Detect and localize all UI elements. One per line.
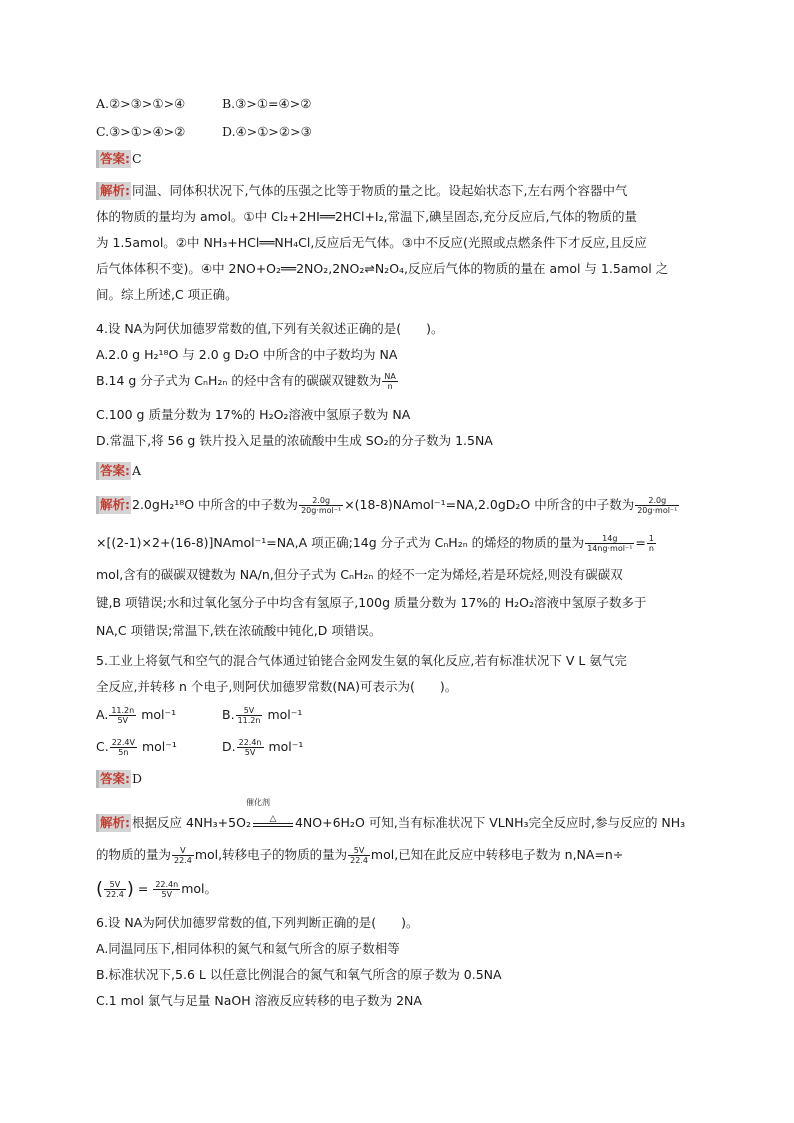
q4-a2-eq: = xyxy=(635,535,646,550)
fraction-denominator: 20g·mol⁻¹ xyxy=(637,506,678,515)
q3-analysis-line-1 xyxy=(96,182,627,200)
q4-option-d: D.常温下,将 56 g 铁片投入足量的浓硫酸中生成 SO₂的分子数为 1.5NA xyxy=(96,433,493,448)
q5-a1-pre: 根据反应 4NH₃+5O₂ xyxy=(132,815,251,830)
q4-option-b-fraction xyxy=(382,372,397,391)
option-label: D. xyxy=(222,739,236,754)
fraction-denominator: 5V xyxy=(244,748,256,757)
fraction-denominator: 22.4 xyxy=(174,856,192,865)
fraction-numerator: V xyxy=(172,846,194,856)
heat-symbol: △ xyxy=(269,814,277,824)
q5-option-d-fraction xyxy=(237,738,264,757)
close-paren: ) xyxy=(126,878,134,900)
q5-analysis-line-1 xyxy=(96,814,685,834)
answer-tag: 答案: xyxy=(96,770,131,788)
open-paren: ( xyxy=(96,878,104,900)
fraction-numerator: 2.0g xyxy=(299,496,343,506)
q3-answer xyxy=(96,150,142,168)
q5-option-c-fraction xyxy=(110,738,137,757)
unit: mol⁻¹ xyxy=(141,707,177,722)
fraction-numerator: 5V xyxy=(236,706,263,716)
q5-a3-post: mol。 xyxy=(181,881,218,896)
fraction-denominator: n xyxy=(648,544,654,553)
fraction-numerator: 2.0g xyxy=(635,496,679,506)
q4-a1-frac-2 xyxy=(635,496,679,515)
unit: mol⁻¹ xyxy=(267,707,303,722)
q4-a2-frac-2 xyxy=(647,534,656,553)
answer-tag: 答案: xyxy=(96,150,131,168)
q5-option-a-fraction xyxy=(109,706,136,725)
q4-analysis-line-3: mol,含有的碳碳双键数为 NA/n,但分子式为 CₙH₂ₙ 的烃不一定为烯烃,若是环烷烃,则没有碳碳双 xyxy=(96,567,623,582)
q6-option-b: B.标准状况下,5.6 L 以任意比例混合的氮气和氧气所含的原子数为 0.5NA xyxy=(96,967,502,982)
unit: mol⁻¹ xyxy=(268,739,304,754)
option-label: B. xyxy=(222,707,235,722)
fraction-denominator: 5n xyxy=(118,748,129,757)
q4-a2-frac-1 xyxy=(585,534,634,553)
answer-tag: 答案: xyxy=(96,462,131,480)
q5-answer xyxy=(96,770,142,788)
q5-a2-pre: 的物质的量为 xyxy=(96,847,172,862)
q6-stem: 6.设 NA为阿伏加德罗常数的值,下列判断正确的是( )。 xyxy=(96,915,419,930)
q4-answer-value: A xyxy=(132,463,142,478)
q5-option-d xyxy=(222,738,303,757)
fraction-denominator: 20g·mol⁻¹ xyxy=(301,506,342,515)
q4-a1-pre: 2.0gH₂¹⁸O 中所含的中子数为 xyxy=(132,497,299,512)
fraction-denominator: 11.2n xyxy=(237,716,261,725)
q5-a2-mid: mol,转移电子的物质的量为 xyxy=(194,847,348,862)
fraction-denominator: 22.4 xyxy=(106,890,124,899)
q3-option-b: B.③>①=④>② xyxy=(222,96,312,111)
fraction-numerator: 11.2n xyxy=(111,706,135,715)
q3-analysis-text-1: 同温、同体积状况下,气体的压强之比等于物质的量之比。设起始状态下,左右两个容器中气 xyxy=(132,183,628,198)
q4-option-c: C.100 g 质量分数为 17%的 H₂O₂溶液中氢原子数为 NA xyxy=(96,407,411,422)
q4-option-a: A.2.0 g H₂¹⁸O 与 2.0 g D₂O 中所含的中子数均为 NA xyxy=(96,347,398,362)
fraction-denominator: 14ng·mol⁻¹ xyxy=(587,544,633,553)
q3-option-a: A.②>③>①>④ xyxy=(96,96,186,111)
option-label: A. xyxy=(96,707,109,722)
q3-analysis-line-5: 间。综上所述,C 项正确。 xyxy=(96,287,238,302)
analysis-tag: 解析: xyxy=(96,182,131,200)
q4-analysis-line-1 xyxy=(96,496,680,515)
q4-stem: 4.设 NA为阿伏加德罗常数的值,下列有关叙述正确的是( )。 xyxy=(96,321,444,336)
q5-answer-value: D xyxy=(132,771,143,786)
fraction-numerator: 22.4n xyxy=(155,880,179,889)
q5-a3-frac-2 xyxy=(153,880,180,899)
reaction-arrow xyxy=(251,814,295,834)
analysis-tag: 解析: xyxy=(96,496,131,514)
q6-option-c: C.1 mol 氯气与足量 NaOH 溶液反应转移的电子数为 2NA xyxy=(96,993,422,1008)
q5-analysis-line-2 xyxy=(96,846,623,865)
q4-a1-mid: ×(18-8)NAmol⁻¹=NA,2.0gD₂O 中所含的中子数为 xyxy=(344,497,635,512)
q5-a1-post: 4NO+6H₂O 可知,当有标准状况下 VLNH₃完全反应时,参与反应的 NH₃ xyxy=(294,815,686,830)
q5-stem-line-2: 全反应,并转移 n 个电子,则阿伏加德罗常数(NA)可表示为( )。 xyxy=(96,679,458,694)
unit: mol⁻¹ xyxy=(141,739,177,754)
q4-a1-frac-1 xyxy=(299,496,343,515)
fraction-numerator: 14g xyxy=(585,534,634,544)
fraction-denominator: 5V xyxy=(117,716,129,725)
fraction-numerator: NA xyxy=(384,372,396,381)
fraction-numerator: 5V xyxy=(348,846,370,856)
q4-a2-pre: ×[(2-1)×2+(16-8)]NAmol⁻¹=NA,A 项正确;14g 分子式为 CₙH₂ₙ 的烯烃的物质的量为 xyxy=(96,535,585,550)
fraction-numerator: 22.4n xyxy=(238,738,262,747)
q5-analysis-line-3 xyxy=(96,880,217,899)
q3-option-d: D.④>①>②>③ xyxy=(222,124,312,139)
catalyst-label: 催化剂 xyxy=(246,798,270,807)
q5-a2-frac-2 xyxy=(348,846,370,865)
q5-a3-eq: = xyxy=(137,881,149,896)
fraction-numerator: 5V xyxy=(104,880,126,890)
q6-option-a: A.同温同压下,相同体积的氮气和氦气所含的原子数相等 xyxy=(96,941,400,956)
option-label: C. xyxy=(96,739,109,754)
q5-option-b xyxy=(222,706,302,725)
q4-option-b xyxy=(96,372,399,391)
fraction-numerator: 22.4V xyxy=(111,738,135,747)
q5-option-a xyxy=(96,706,176,725)
q3-answer-value: C xyxy=(132,151,142,166)
q4-analysis-line-2 xyxy=(96,534,657,553)
q5-a3-frac-1 xyxy=(104,880,126,899)
fraction-denominator: 5V xyxy=(161,890,173,899)
fraction-denominator: 22.4 xyxy=(350,856,368,865)
q5-option-b-fraction xyxy=(236,706,263,725)
q3-option-c: C.③>①>④>② xyxy=(96,124,186,139)
q4-option-b-text: B.14 g 分子式为 CₙH₂ₙ 的烃中含有的碳碳双键数为 xyxy=(96,373,382,388)
q4-analysis-line-4: 键,B 项错误;水和过氧化氢分子中均含有氢原子,100g 质量分数为 17%的 H₂O₂溶液中氢原子数多于 xyxy=(96,595,647,610)
q5-stem-line-1: 5.工业上将氨气和空气的混合气体通过铂铑合金网发生氨的氧化反应,若有标准状况下 V L 氨气完 xyxy=(96,653,627,668)
q3-analysis-line-4: 后气体体积不变)。④中 2NO+O₂══2NO₂,2NO₂⇌N₂O₄,反应后气体的物质的量在 amol 与 1.5amol 之 xyxy=(96,261,669,276)
analysis-tag: 解析: xyxy=(96,814,131,832)
fraction-numerator: 1 xyxy=(648,534,654,543)
q5-a2-post: mol,已知在此反应中转移电子数为 n,NA=n÷ xyxy=(370,847,624,862)
fraction-denominator: n xyxy=(387,382,393,391)
q4-analysis-line-5: NA,C 项错误;常温下,铁在浓硫酸中钝化,D 项错误。 xyxy=(96,623,382,638)
q4-answer xyxy=(96,462,141,480)
q3-analysis-line-2: 体的物质的量均为 amol。①中 Cl₂+2HI══2HCl+I₂,常温下,碘呈固态,充分反应后,气体的物质的量 xyxy=(96,209,638,224)
q5-a2-frac-1 xyxy=(172,846,194,865)
q5-option-c xyxy=(96,738,177,757)
q3-analysis-line-3: 为 1.5amol。②中 NH₃+HCl══NH₄Cl,反应后无气体。③中不反应(光照或点燃条件下才反应,且反应 xyxy=(96,235,647,250)
